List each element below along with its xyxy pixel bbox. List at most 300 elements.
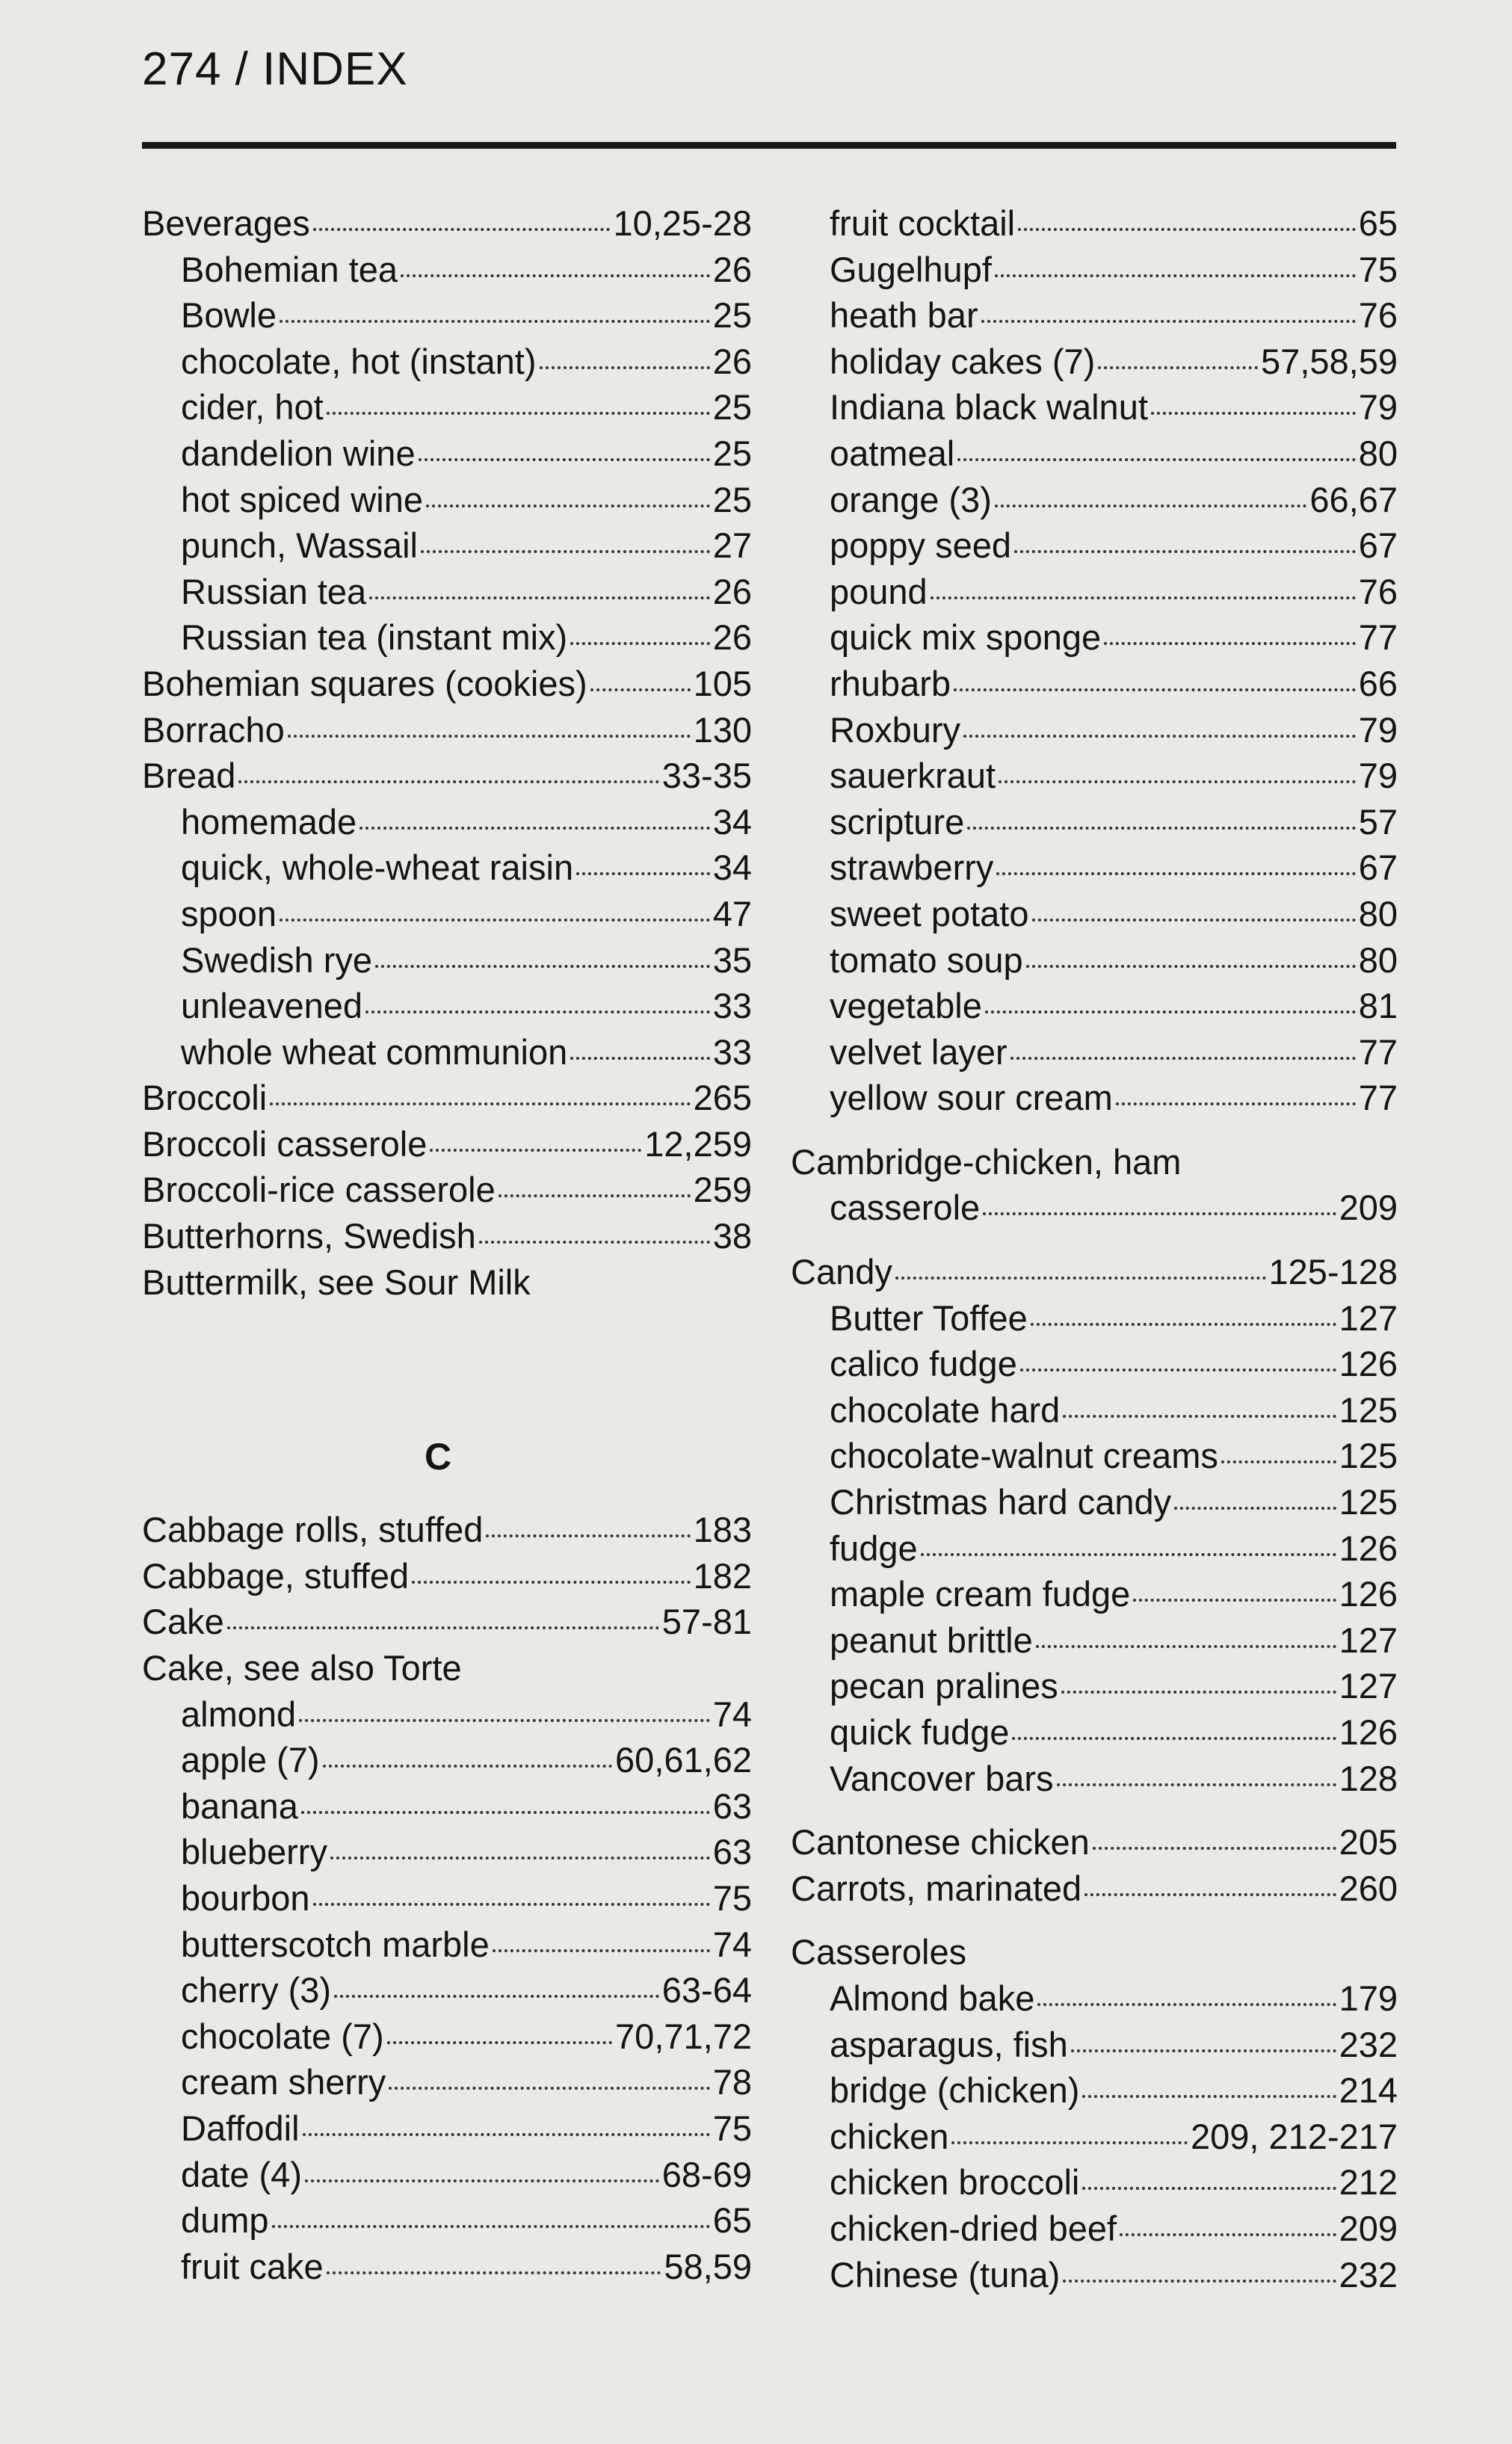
index-subentry <box>142 1783 752 1830</box>
entry-term: Gugelhupf <box>830 249 992 289</box>
dot-leader <box>1221 1460 1336 1463</box>
dot-leader <box>479 1241 710 1244</box>
dot-leader <box>412 1581 690 1584</box>
entry-pages: 65 <box>712 2200 752 2241</box>
index-subentry <box>142 937 752 984</box>
entry-term: chicken <box>830 2116 949 2156</box>
dot-leader <box>421 550 710 553</box>
entry-term: bourbon <box>181 1878 310 1918</box>
entry-term: orange (3) <box>830 479 992 519</box>
entry-term: Butterhorns, Swedish <box>142 1216 476 1256</box>
dot-leader <box>313 1903 710 1906</box>
dot-leader <box>280 919 710 922</box>
entry-term: tomato soup <box>830 939 1023 980</box>
index-entry <box>142 753 752 799</box>
entry-pages: 34 <box>712 848 752 888</box>
entry-pages: 66,67 <box>1309 479 1398 519</box>
group-left-top <box>142 200 752 1305</box>
entry-gap <box>791 1801 1398 1819</box>
entry-term: Bohemian squares (cookies) <box>142 663 587 703</box>
dot-leader <box>1032 919 1356 922</box>
index-subentry <box>142 2059 752 2105</box>
dot-leader <box>1104 642 1356 645</box>
entry-pages: 33 <box>712 1031 752 1072</box>
entry-term: fruit cocktail <box>830 203 1016 243</box>
dot-leader <box>313 228 611 231</box>
dot-leader <box>1174 1507 1336 1510</box>
entry-pages: 126 <box>1339 1344 1398 1384</box>
dot-leader <box>375 965 710 968</box>
dot-leader <box>305 2179 659 2182</box>
index-subentry <box>142 845 752 891</box>
entry-term: asparagus, fish <box>830 2024 1068 2064</box>
index-subentry <box>142 1737 752 1783</box>
index-subentry <box>791 384 1398 431</box>
entry-pages: 27 <box>712 525 752 566</box>
dot-leader <box>590 688 691 691</box>
index-subentry <box>142 1691 752 1738</box>
index-subentry <box>791 983 1398 1029</box>
entry-pages: 74 <box>712 1694 752 1734</box>
entry-term: Bohemian tea <box>181 249 398 289</box>
group-right-misc <box>791 1819 1398 1911</box>
dot-leader <box>1133 1599 1336 1602</box>
dot-leader <box>430 1149 641 1152</box>
dot-leader <box>1116 1102 1356 1105</box>
dot-leader <box>1093 1847 1336 1850</box>
dot-leader <box>365 1010 710 1013</box>
entry-term: Christmas hard candy <box>830 1482 1172 1522</box>
entry-term: peanut brittle <box>830 1620 1033 1660</box>
entry-pages: 26 <box>712 571 752 611</box>
entry-pages: 80 <box>1358 893 1398 934</box>
dot-leader <box>327 2271 661 2274</box>
entry-term: vegetable <box>830 986 982 1026</box>
entry-pages: 126 <box>1339 1574 1398 1614</box>
entry-term: Butter Toffee <box>830 1297 1028 1338</box>
entry-term: Indiana black walnut <box>830 387 1148 428</box>
dot-leader <box>570 1057 709 1060</box>
entry-pages: 232 <box>1339 2254 1398 2295</box>
entry-pages: 34 <box>712 801 752 842</box>
entry-term: cherry (3) <box>181 1970 332 2011</box>
dot-leader <box>1018 228 1356 231</box>
entry-pages: 260 <box>1339 1868 1398 1908</box>
entry-term: Chinese (tuna) <box>830 2254 1061 2295</box>
dot-leader <box>1012 1737 1336 1740</box>
dot-leader <box>227 1626 659 1629</box>
entry-term: chocolate-walnut creams <box>830 1436 1218 1476</box>
entry-pages: 127 <box>1339 1297 1398 1338</box>
entry-pages: 26 <box>712 341 752 381</box>
dot-leader <box>1082 2187 1336 2190</box>
entry-pages: 70,71,72 <box>615 2016 752 2056</box>
index-subentry <box>791 292 1398 339</box>
index-subentry <box>791 247 1398 293</box>
group-right-cake <box>791 200 1398 1121</box>
entry-pages: 79 <box>1358 709 1398 750</box>
dot-leader <box>1061 1691 1336 1694</box>
index-subentry <box>791 1433 1398 1479</box>
entry-term: calico fudge <box>830 1344 1017 1384</box>
entry-term: Roxbury <box>830 709 961 750</box>
entry-term: Casseroles <box>791 1932 967 1972</box>
index-subentry <box>791 1075 1398 1121</box>
dot-leader <box>419 458 710 461</box>
dot-leader <box>426 504 710 507</box>
entry-term: whole wheat communion <box>181 1031 568 1072</box>
entry-term: chocolate (7) <box>181 2016 384 2056</box>
entry-term: Cake <box>142 1602 224 1642</box>
group-right-candy <box>791 1249 1398 1801</box>
index-entry <box>791 1819 1398 1866</box>
entry-pages: 232 <box>1339 2024 1398 2064</box>
entry-term: Cabbage, stuffed <box>142 1555 410 1596</box>
index-subentry <box>791 477 1398 523</box>
index-entry <box>142 1213 752 1259</box>
entry-term: sweet potato <box>830 893 1029 934</box>
entry-term: Cantonese chicken <box>791 1822 1090 1863</box>
index-subentry <box>791 1571 1398 1617</box>
entry-pages: 77 <box>1358 1031 1398 1072</box>
entry-pages: 63-64 <box>661 1970 752 2011</box>
entry-term: fruit cake <box>181 2246 324 2286</box>
entry-term: homemade <box>181 801 357 842</box>
index-subentry <box>142 983 752 1029</box>
index-subentry <box>791 937 1398 984</box>
index-subentry <box>142 2197 752 2244</box>
index-subentry <box>142 292 752 339</box>
index-entry <box>142 1645 752 1691</box>
entry-pages: 33 <box>712 986 752 1026</box>
entry-pages: 75 <box>1358 249 1398 289</box>
entry-term: maple cream fudge <box>830 1574 1131 1614</box>
entry-pages: 74 <box>712 1924 752 1964</box>
entry-pages: 79 <box>1358 756 1398 796</box>
entry-term: heath bar <box>830 295 978 336</box>
index-subentry <box>791 569 1398 615</box>
index-subentry <box>142 2244 752 2290</box>
index-subentry <box>791 1663 1398 1709</box>
dot-leader <box>995 274 1356 277</box>
entry-term: Russian tea <box>181 571 367 611</box>
left-column <box>142 200 752 2289</box>
entry-pages: 125 <box>1339 1389 1398 1430</box>
header-rule <box>142 142 1396 149</box>
dot-leader <box>996 872 1355 875</box>
entry-pages: 209 <box>1339 2208 1398 2248</box>
entry-pages: 25 <box>712 387 752 428</box>
dot-leader <box>401 274 710 277</box>
index-subentry <box>142 891 752 937</box>
entry-pages: 58,59 <box>664 2246 752 2286</box>
dot-leader <box>931 596 1356 599</box>
entry-pages: 130 <box>693 709 752 750</box>
dot-leader <box>1120 2233 1336 2236</box>
dot-leader <box>1057 1783 1336 1786</box>
right-column <box>791 200 1398 2298</box>
dot-leader <box>1014 550 1356 553</box>
entry-pages: 63 <box>712 1786 752 1826</box>
entry-term: pound <box>830 571 928 611</box>
entry-pages: 214 <box>1339 2070 1398 2111</box>
entry-term: Carrots, marinated <box>791 1868 1082 1908</box>
dot-leader <box>1063 2280 1336 2283</box>
index-subentry <box>791 431 1398 477</box>
index-subentry <box>791 1029 1398 1076</box>
entry-term: quick mix sponge <box>830 617 1102 658</box>
index-entry <box>142 200 752 247</box>
entry-pages: 33-35 <box>661 756 752 796</box>
index-entry <box>142 1599 752 1645</box>
index-subentry <box>142 522 752 569</box>
entry-term: Broccoli-rice casserole <box>142 1170 496 1210</box>
index-subentry <box>791 1756 1398 1802</box>
dot-leader <box>1098 366 1258 369</box>
index-subentry <box>791 2252 1398 2298</box>
entry-pages: 125 <box>1339 1482 1398 1522</box>
entry-term: oatmeal <box>830 433 955 473</box>
dot-leader <box>299 1719 710 1722</box>
index-subentry <box>791 1975 1398 2022</box>
dot-leader <box>999 780 1356 783</box>
entry-pages: 78 <box>712 2062 752 2102</box>
index-subentry <box>142 614 752 661</box>
entry-pages: 75 <box>712 1878 752 1918</box>
dot-leader <box>1071 2049 1336 2052</box>
entry-term: Cake, see also Torte <box>142 1648 462 1688</box>
entry-pages: 57-81 <box>661 1602 752 1642</box>
dot-leader <box>288 735 691 738</box>
entry-pages: 265 <box>693 1078 752 1118</box>
dot-leader <box>280 320 710 323</box>
index-subentry <box>791 1387 1398 1434</box>
index-subentry <box>791 200 1398 247</box>
index-subentry <box>791 522 1398 569</box>
entry-term: pecan pralines <box>830 1666 1058 1706</box>
entry-pages: 182 <box>693 1555 752 1596</box>
dot-leader <box>983 1212 1336 1215</box>
index-entry-cambridge-cont <box>791 1185 1398 1231</box>
dot-leader <box>330 1857 710 1860</box>
dot-leader <box>369 596 710 599</box>
entry-term: casserole <box>830 1188 981 1228</box>
index-subentry <box>791 1341 1398 1387</box>
index-subentry <box>791 707 1398 753</box>
dot-leader <box>303 2133 710 2136</box>
index-subentry <box>791 1479 1398 1525</box>
entry-term: dump <box>181 2200 269 2241</box>
dot-leader <box>1036 1645 1336 1648</box>
entry-term: chicken broccoli <box>830 2162 1080 2203</box>
entry-pages: 127 <box>1339 1666 1398 1706</box>
entry-pages: 125 <box>1339 1436 1398 1476</box>
dot-leader <box>540 366 710 369</box>
entry-pages: 80 <box>1358 433 1398 473</box>
index-entry <box>791 1249 1398 1295</box>
index-entry <box>142 1553 752 1599</box>
entry-term: fudge <box>830 1528 918 1568</box>
dot-leader <box>1037 2003 1336 2006</box>
entry-pages: 128 <box>1339 1758 1398 1798</box>
entry-pages: 76 <box>1358 571 1398 611</box>
entry-pages: 77 <box>1358 617 1398 658</box>
index-subentry <box>791 1295 1398 1342</box>
index-subentry <box>791 2067 1398 2114</box>
index-subentry <box>791 1617 1398 1664</box>
index-subentry <box>142 339 752 385</box>
index-subentry <box>142 477 752 523</box>
index-entry <box>142 661 752 707</box>
entry-term: Swedish rye <box>181 939 372 980</box>
entry-term: velvet layer <box>830 1031 1008 1072</box>
dot-leader <box>1084 1893 1336 1896</box>
entry-term: Vancover bars <box>830 1758 1054 1798</box>
index-subentry <box>142 384 752 431</box>
dot-leader <box>272 2225 710 2228</box>
dot-leader <box>895 1277 1266 1280</box>
dot-leader <box>1010 1057 1356 1060</box>
entry-term: poppy seed <box>830 525 1012 566</box>
index-subentry <box>142 2013 752 2060</box>
entry-pages: 68-69 <box>661 2154 752 2194</box>
entry-term: chocolate hard <box>830 1389 1061 1430</box>
index-subentry <box>791 661 1398 707</box>
entry-term: quick, whole-wheat raisin <box>181 848 574 888</box>
entry-pages: 66 <box>1358 663 1398 703</box>
entry-term: Borracho <box>142 709 285 750</box>
entry-term: Almond bake <box>830 1978 1035 2018</box>
dot-leader <box>1026 965 1356 968</box>
entry-pages: 65 <box>1358 203 1398 243</box>
index-subentry <box>791 845 1398 891</box>
index-subentry <box>142 1829 752 1875</box>
index-subentry <box>791 799 1398 845</box>
dot-leader <box>270 1102 690 1105</box>
entry-gap <box>791 1231 1398 1249</box>
entry-pages: 205 <box>1339 1822 1398 1863</box>
index-subentry <box>142 431 752 477</box>
entry-pages: 75 <box>712 2108 752 2148</box>
entry-term: quick fudge <box>830 1712 1010 1752</box>
entry-pages: 35 <box>712 939 752 980</box>
dot-leader <box>957 458 1356 461</box>
entry-term: scripture <box>830 801 965 842</box>
index-subentry <box>142 1922 752 1968</box>
entry-pages: 212 <box>1339 2162 1398 2203</box>
entry-pages: 67 <box>1358 525 1398 566</box>
entry-term: chocolate, hot (instant) <box>181 341 537 381</box>
entry-term: cider, hot <box>181 387 324 428</box>
entry-pages: 25 <box>712 479 752 519</box>
entry-pages: 80 <box>1358 939 1398 980</box>
entry-term: apple (7) <box>181 1740 320 1780</box>
entry-pages: 81 <box>1358 986 1398 1026</box>
group-left-bottom <box>142 1507 752 2289</box>
dot-leader <box>981 320 1356 323</box>
entry-term: Beverages <box>142 203 310 243</box>
dot-leader <box>389 2087 709 2090</box>
index-entry <box>142 1259 752 1306</box>
index-entry-cambridge <box>791 1139 1398 1185</box>
dot-leader <box>387 2041 612 2044</box>
entry-pages: 26 <box>712 617 752 658</box>
entry-pages: 47 <box>712 893 752 934</box>
entry-term: date (4) <box>181 2154 302 2194</box>
index-subentry <box>791 2022 1398 2068</box>
entry-term: bridge (chicken) <box>830 2070 1080 2111</box>
entry-term: Bread <box>142 756 236 796</box>
index-subentry <box>791 753 1398 799</box>
dot-leader <box>1151 412 1356 415</box>
index-subentry <box>791 2159 1398 2206</box>
index-subentry <box>142 1967 752 2013</box>
index-subentry <box>142 247 752 293</box>
entry-pages: 126 <box>1339 1712 1398 1752</box>
entry-term: rhubarb <box>830 663 951 703</box>
entry-pages: 26 <box>712 249 752 289</box>
dot-leader <box>985 1010 1356 1013</box>
entry-term: Buttermilk, see Sour Milk <box>142 1262 531 1302</box>
group-right-casseroles <box>791 1929 1398 2298</box>
entry-pages: 57,58,59 <box>1261 341 1398 381</box>
entry-gap <box>791 1911 1398 1929</box>
entry-pages: 126 <box>1339 1528 1398 1568</box>
index-subentry <box>791 1709 1398 1756</box>
entry-term: almond <box>181 1694 297 1734</box>
dot-leader <box>493 1949 710 1952</box>
entry-term: Candy <box>791 1252 892 1292</box>
index-subentry <box>791 614 1398 661</box>
entry-term: blueberry <box>181 1832 327 1872</box>
entry-term: banana <box>181 1786 298 1826</box>
entry-gap <box>791 1121 1398 1139</box>
entry-pages: 125-128 <box>1268 1252 1398 1292</box>
entry-term: Cambridge-chicken, ham <box>791 1141 1182 1182</box>
entry-term: Broccoli casserole <box>142 1123 428 1164</box>
entry-term: chicken-dried beef <box>830 2208 1117 2248</box>
dot-leader <box>334 1995 659 1998</box>
index-subentry <box>791 891 1398 937</box>
entry-pages: 38 <box>712 1216 752 1256</box>
index-subentry <box>142 1029 752 1076</box>
dot-leader <box>951 2141 1188 2144</box>
entry-term: punch, Wassail <box>181 525 418 566</box>
entry-term: Cabbage rolls, stuffed <box>142 1510 484 1550</box>
index-entry <box>142 1167 752 1213</box>
index-subentry <box>142 2152 752 2198</box>
entry-pages: 105 <box>693 663 752 703</box>
dot-leader <box>954 688 1356 691</box>
dot-leader <box>1020 1368 1336 1371</box>
dot-leader <box>576 872 710 875</box>
entry-pages: 183 <box>693 1510 752 1550</box>
dot-leader <box>301 1811 710 1814</box>
entry-pages: 60,61,62 <box>615 1740 752 1780</box>
entry-term: sauerkraut <box>830 756 996 796</box>
dot-leader <box>995 504 1307 507</box>
index-entry <box>142 1075 752 1121</box>
entry-term: hot spiced wine <box>181 479 423 519</box>
dot-leader <box>1082 2095 1336 2098</box>
entry-pages: 25 <box>712 433 752 473</box>
dot-leader <box>1031 1323 1336 1326</box>
index-entry <box>142 1121 752 1167</box>
entry-pages: 127 <box>1339 1620 1398 1660</box>
entry-pages: 209 <box>1339 1188 1398 1228</box>
entry-term: Broccoli <box>142 1078 268 1118</box>
entry-term: yellow sour cream <box>830 1078 1113 1118</box>
